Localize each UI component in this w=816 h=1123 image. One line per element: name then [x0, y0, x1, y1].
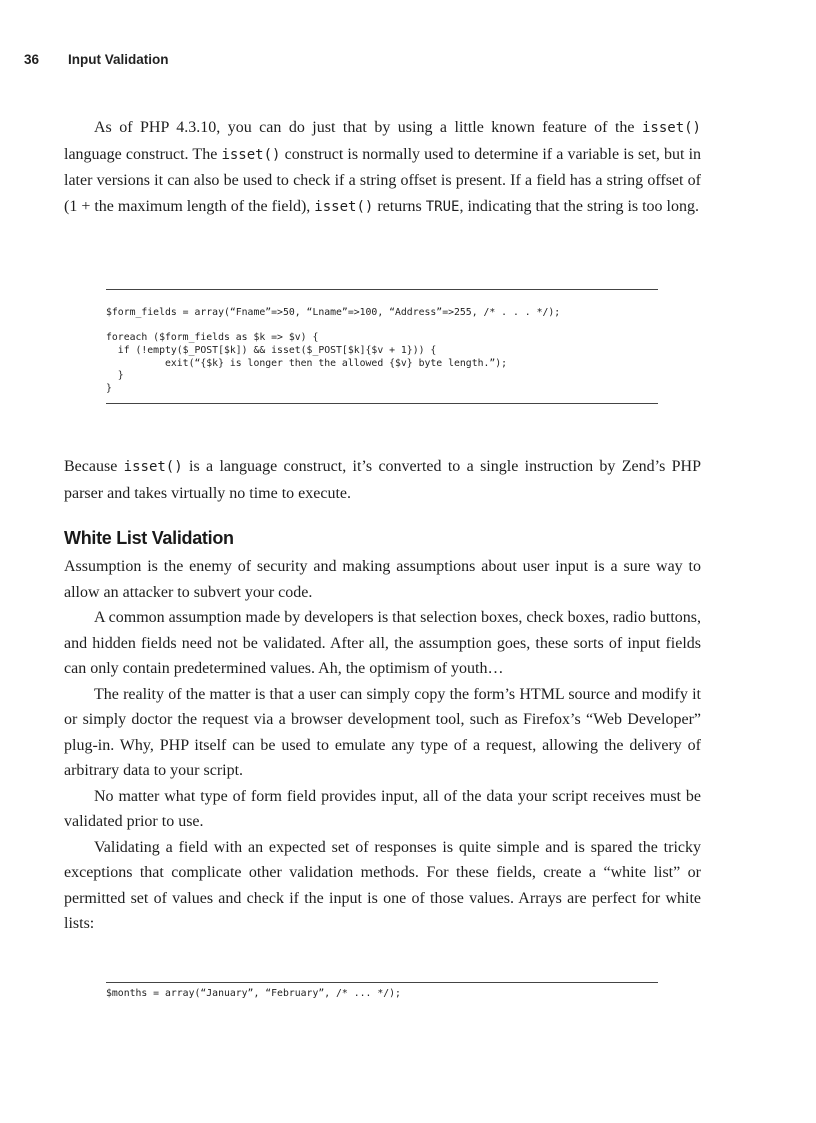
page-number: 36 [24, 52, 40, 67]
code-line: foreach ($form_fields as $k => $v) { [106, 332, 319, 344]
code-line: $form_fields = array(“Fname”=>50, “Lname”=>100, “Address”=>255, /* . . . */); [106, 306, 561, 318]
running-title: Input Validation [68, 52, 169, 67]
section-body [64, 554, 701, 937]
body-paragraph: The reality of the matter is that a user can simply copy the form’s HTML source and modify it or simply doctor the request via a browser development tool, such as Firefox’s “Web Developer” plug-in. Why, PHP itself can be used to emulate any type of a request, allowing the delivery of arbitrary data to your script. [64, 685, 701, 779]
after-code-paragraph: Because isset() is a language construct, it’s converted to a single instruction by Zend’s PHP parser and takes virtually no time to execute. [64, 458, 701, 502]
code-line: } [106, 370, 124, 382]
section-heading: White List Validation [64, 528, 234, 548]
body-paragraph: Validating a field with an expected set of responses is quite simple and is spared the tricky exceptions that complicate other validation methods. For these fields, create a “white list” or permitted set of values and check if the input is one of those values. Arrays are perfect for white lists: [64, 838, 701, 932]
code-rule-top [106, 289, 658, 290]
code-rule-top-2 [106, 982, 658, 983]
code-line: $months = array(“January”, “February”, /* ... */); [106, 988, 401, 999]
code-line [106, 319, 658, 332]
code-line: if (!empty($_POST[$k]) && isset($_POST[$k]{$v + 1})) { [106, 344, 437, 356]
code-block-months [106, 988, 658, 1001]
true-code: TRUE [425, 198, 460, 215]
body-paragraph: A common assumption made by developers is that selection boxes, check boxes, radio buttons, and hidden fields need not be validated. After all, the assumption goes, these sorts of input fields can only contain predetermined values. Ah, the optimism of youth… [64, 609, 701, 677]
isset-code: isset() [221, 146, 281, 163]
isset-code: isset() [641, 120, 701, 136]
code-line: } [106, 382, 112, 394]
code-block-form-fields [106, 294, 658, 396]
code-line: exit(“{$k} is longer then the allowed {$v} byte length.”); [106, 357, 508, 369]
code-rule-bottom [106, 403, 658, 404]
isset-code: isset() [314, 198, 374, 215]
running-header [24, 52, 169, 67]
body-paragraph: No matter what type of form field provides input, all of the data your script receives must be validated prior to use. [64, 787, 701, 830]
intro-paragraph: As of PHP 4.3.10, you can do just that by using a little known feature of the isset() language construct. The isset() construct is normally used to determine if a variable is set, but in later versions it can also be used to check if a string offset is present. If a field has a string offset of (1 + the maximum length of the field), isset() returns TRUE, indicating that the string is too long. [64, 119, 702, 215]
body-paragraph: Assumption is the enemy of security and making assumptions about user input is a sure way to allow an attacker to subvert your code. [64, 558, 701, 601]
isset-code: isset() [123, 459, 183, 475]
